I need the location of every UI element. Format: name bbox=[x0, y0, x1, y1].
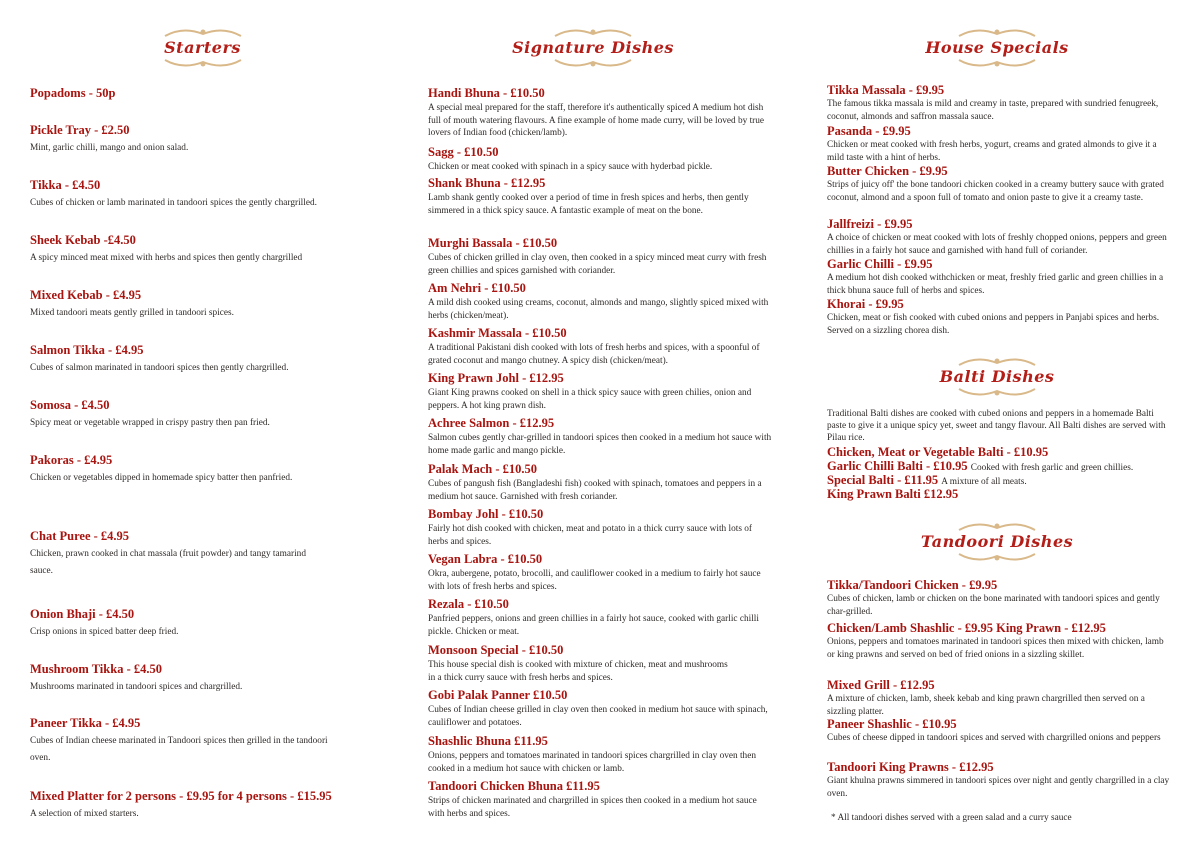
menu-item bbox=[827, 83, 1172, 123]
menu-item bbox=[428, 281, 773, 322]
menu-item bbox=[30, 529, 320, 580]
menu-item bbox=[30, 789, 410, 821]
menu-item bbox=[30, 662, 385, 694]
menu-item bbox=[827, 678, 1172, 718]
house-heading bbox=[922, 18, 1072, 78]
item-name: Rezala - £10.50 bbox=[428, 597, 509, 611]
item-name: Garlic Chilli Balti - £10.95 bbox=[827, 459, 968, 473]
menu-item bbox=[30, 233, 385, 265]
item-name: Am Nehri - £10.50 bbox=[428, 281, 526, 295]
menu-item bbox=[30, 86, 385, 101]
menu-item bbox=[428, 643, 728, 684]
item-name: Monsoon Special - £10.50 bbox=[428, 643, 564, 657]
item-name: Paneer Shashlic - £10.95 bbox=[827, 717, 957, 731]
item-name: Special Balti - £11.95 bbox=[827, 473, 939, 487]
item-name: Khorai - £9.95 bbox=[827, 297, 904, 311]
menu-item bbox=[827, 717, 1172, 745]
flourish-ornament-icon bbox=[957, 522, 1037, 532]
flourish-ornament-icon bbox=[957, 552, 1037, 562]
item-description: This house special dish is cooked with mixture of chicken, meat and mushrooms in a thick curry sauce with fresh herbs and spices. bbox=[428, 660, 728, 683]
item-description: Giant khulna prawns simmered in tandoori spices over night and gently chargrilled in a clay oven. bbox=[827, 776, 1170, 799]
item-name: Pickle Tray - £2.50 bbox=[30, 123, 130, 137]
item-description: Cubes of Indian cheese marinated in Tandoori spices then grilled in the tandoori oven. bbox=[30, 736, 328, 763]
signature-heading bbox=[508, 18, 678, 78]
item-description: Chicken or meat cooked with fresh herbs, yogurt, creams and grated almonds to give it a mild taste with a hint of herbs. bbox=[827, 140, 1157, 163]
item-name: Shashlic Bhuna £11.95 bbox=[428, 734, 548, 748]
item-name: Garlic Chilli - £9.95 bbox=[827, 257, 933, 271]
item-name: Pasanda - £9.95 bbox=[827, 124, 911, 138]
menu-item bbox=[30, 716, 345, 767]
menu-item bbox=[428, 779, 773, 820]
item-description: A spicy minced meat mixed with herbs and spices then gently chargrilled bbox=[30, 253, 303, 263]
menu-item bbox=[428, 552, 773, 593]
item-description: A selection of mixed starters. bbox=[30, 809, 139, 819]
menu-item bbox=[30, 123, 385, 155]
item-name: Mixed Grill - £12.95 bbox=[827, 678, 935, 692]
item-description: Salmon cubes gently char-grilled in tandoori spices then cooked in a medium hot sauce with home made garlic and mango pickle. bbox=[428, 433, 772, 456]
item-name: King Prawn Johl - £12.95 bbox=[428, 371, 564, 385]
item-description: Lamb shank gently cooked over a period of time in fresh spices and herbs, then gently simmered in a thick spicy sauce. A fantastic example of meat on the bone. bbox=[428, 193, 749, 216]
item-name: Mixed Kebab - £4.95 bbox=[30, 288, 142, 302]
menu-item bbox=[827, 164, 1172, 204]
item-name: Sheek Kebab -£4.50 bbox=[30, 233, 136, 247]
item-name: Shank Bhuna - £12.95 bbox=[428, 176, 546, 190]
menu-item bbox=[428, 145, 773, 174]
item-name: Tandoori Chicken Bhuna £11.95 bbox=[428, 779, 600, 793]
item-name: Butter Chicken - £9.95 bbox=[827, 164, 948, 178]
item-description: Cubes of salmon marinated in tandoori spices then gently chargrilled. bbox=[30, 363, 289, 373]
flourish-ornament-icon bbox=[163, 58, 243, 68]
item-name: Tikka - £4.50 bbox=[30, 178, 101, 192]
menu-item bbox=[827, 217, 1177, 257]
item-description: A traditional Pakistani dish cooked with lots of fresh herbs and spices, with a spoonful of grated coconut and mango chutney. A spicy dish (chicken/meat). bbox=[428, 343, 760, 366]
starters-column bbox=[30, 0, 385, 848]
item-name: Tikka/Tandoori Chicken - £9.95 bbox=[827, 578, 998, 592]
item-description: Okra, aubergene, potato, brocolli, and cauliflower cooked in a medium to fairly hot sauce with lots of fresh herbs and spices. bbox=[428, 569, 761, 592]
item-description: Onions, peppers and tomatoes marinated in tandoori spices chargrilled in clay oven then cooked in a medium hot sauce with chicken or lamb. bbox=[428, 751, 756, 774]
item-description: Mixed tandoori meats gently grilled in tandoori spices. bbox=[30, 308, 234, 318]
item-description: A choice of chicken or meat cooked with lots of freshly chopped onions, peppers and green chillies in a fairly hot sauce and garnished with hand full of coriander. bbox=[827, 233, 1167, 256]
menu-item bbox=[428, 326, 773, 367]
menu-item bbox=[428, 462, 773, 503]
house-column bbox=[827, 0, 1177, 848]
menu-item bbox=[428, 176, 758, 217]
menu-item bbox=[827, 760, 1172, 800]
item-description: The famous tikka massala is mild and creamy in taste, prepared with sundried fenugreek, coconut, almonds and saffron massala sauce. bbox=[827, 99, 1159, 122]
item-note: Cooked with fresh garlic and green chillies. bbox=[970, 463, 1134, 473]
item-description: Cubes of chicken, lamb or chicken on the bone marinated with tandoori spices and gently char-grilled. bbox=[827, 594, 1160, 617]
menu-item bbox=[30, 343, 385, 375]
menu-item bbox=[428, 86, 773, 140]
menu-item bbox=[30, 453, 300, 487]
flourish-ornament-icon bbox=[163, 28, 243, 38]
menu-item bbox=[827, 297, 1172, 337]
item-name: Salmon Tikka - £4.95 bbox=[30, 343, 144, 357]
menu-item bbox=[428, 734, 773, 775]
item-description: Chicken or meat cooked with spinach in a spicy sauce with hyderbad pickle. bbox=[428, 162, 713, 172]
menu-item bbox=[30, 178, 385, 210]
item-name: Gobi Palak Panner £10.50 bbox=[428, 688, 568, 702]
item-name: Popadoms - 50p bbox=[30, 86, 116, 100]
section-title: Balti Dishes bbox=[939, 367, 1055, 386]
item-name: Tikka Massala - £9.95 bbox=[827, 83, 945, 97]
flourish-ornament-icon bbox=[957, 28, 1037, 38]
item-name: Somosa - £4.50 bbox=[30, 398, 110, 412]
item-name: Chat Puree - £4.95 bbox=[30, 529, 130, 543]
item-description: Cubes of cheese dipped in tandoori spices and served with chargrilled onions and peppers bbox=[827, 733, 1161, 743]
item-description: Cubes of chicken grilled in clay oven, then cooked in a spicy minced meat curry with fresh green chillies and spices garnished with coriander. bbox=[428, 253, 767, 276]
menu-item bbox=[827, 621, 1172, 661]
item-name: Chicken, Meat or Vegetable Balti - £10.95 bbox=[827, 445, 1049, 459]
balti-heading bbox=[927, 347, 1067, 407]
item-description: Mushrooms marinated in tandoori spices and chargrilled. bbox=[30, 682, 243, 692]
item-name: Kashmir Massala - £10.50 bbox=[428, 326, 567, 340]
item-name: Achree Salmon - £12.95 bbox=[428, 416, 555, 430]
item-description: A mild dish cooked using creams, coconut, almonds and mango, slightly spiced mixed with herbs (chicken/meat). bbox=[428, 298, 769, 321]
menu-item bbox=[827, 487, 1177, 502]
balti-intro: Traditional Balti dishes are cooked with cubed onions and peppers in a homemade Balti paste to give it a unique spicy yet, sweet and tangy flavour. All Balti dishes are served with Pilau rice. bbox=[827, 409, 1166, 443]
menu-item bbox=[428, 236, 773, 277]
item-description: Cubes of chicken or lamb marinated in tandoori spices the gently chargrilled. bbox=[30, 198, 317, 208]
menu-item bbox=[827, 124, 1172, 164]
item-description: Panfried peppers, onions and green chillies in a fairly hot sauce, cooked with garlic chilli pickle. Chicken or meat. bbox=[428, 614, 759, 637]
item-description: Cubes of pangush fish (Bangladeshi fish) cooked with spinach, tomatoes and peppers in a medium hot sauce. Garnished with fresh coriander. bbox=[428, 479, 762, 502]
flourish-ornament-icon bbox=[957, 58, 1037, 68]
section-title: House Specials bbox=[925, 38, 1069, 57]
item-description: Chicken, prawn cooked in chat massala (fruit powder) and tangy tamarind sauce. bbox=[30, 549, 306, 576]
menu-item bbox=[428, 507, 773, 548]
menu-item bbox=[428, 371, 773, 412]
item-name: Handi Bhuna - £10.50 bbox=[428, 86, 545, 100]
item-description: Chicken, meat or fish cooked with cubed onions and peppers in Panjabi spices and herbs. Served on a sizzling chorea dish. bbox=[827, 313, 1160, 336]
menu-item bbox=[827, 257, 1172, 297]
section-title: Starters bbox=[164, 38, 241, 57]
menu-item bbox=[30, 398, 385, 430]
item-description: Giant King prawns cooked on shell in a thick spicy sauce with green chilies, onion and peppers. A hot king prawn dish. bbox=[428, 388, 752, 411]
item-description: A mixture of chicken, lamb, sheek kebab and king prawn chargrilled then served on a sizzling platter. bbox=[827, 694, 1145, 717]
item-name: Pakoras - £4.95 bbox=[30, 453, 113, 467]
menu-item bbox=[30, 288, 385, 320]
item-description: Chicken or vegetables dipped in homemade spicy batter then panfried. bbox=[30, 473, 293, 483]
tandoori-heading bbox=[917, 512, 1077, 572]
item-description: A special meal prepared for the staff, therefore it's authentically spiced A medium hot dish full of mouth watering flavours. A fine example of home made curry, will be loved by true lovers of Indian food (chicken/lamb). bbox=[428, 103, 765, 138]
flourish-ornament-icon bbox=[957, 387, 1037, 397]
item-description: Strips of chicken marinated and chargrilled in spices then cooked in a medium hot sauce with herbs and spices. bbox=[428, 796, 757, 819]
item-name: Jallfreizi - £9.95 bbox=[827, 217, 913, 231]
item-name: Bombay Johl - £10.50 bbox=[428, 507, 544, 521]
item-description: Cubes of Indian cheese grilled in clay oven then cooked in medium hot sauce with spinach, cauliflower and potatoes. bbox=[428, 705, 768, 728]
item-description: Fairly hot dish cooked with chicken, meat and potato in a thick curry sauce with lots of herbs and spices. bbox=[428, 524, 753, 547]
item-name: Paneer Tikka - £4.95 bbox=[30, 716, 141, 730]
signature-column bbox=[428, 0, 773, 848]
item-name: Vegan Labra - £10.50 bbox=[428, 552, 543, 566]
starters-heading bbox=[150, 18, 255, 78]
menu-item bbox=[827, 445, 1177, 460]
menu-item bbox=[428, 416, 773, 457]
tandoori-footnote: * All tandoori dishes served with a green salad and a curry sauce bbox=[831, 813, 1072, 823]
item-name: Tandoori King Prawns - £12.95 bbox=[827, 760, 994, 774]
item-description: Crisp onions in spiced batter deep fried. bbox=[30, 627, 179, 637]
item-name: Sagg - £10.50 bbox=[428, 145, 499, 159]
item-name: Onion Bhaji - £4.50 bbox=[30, 607, 135, 621]
flourish-ornament-icon bbox=[553, 58, 633, 68]
section-title: Tandoori Dishes bbox=[920, 532, 1074, 551]
item-note: A mixture of all meats. bbox=[941, 477, 1027, 487]
item-description: Mint, garlic chilli, mango and onion salad. bbox=[30, 143, 189, 153]
item-name: Mixed Platter for 2 persons - £9.95 for 4 persons - £15.95 bbox=[30, 789, 332, 803]
flourish-ornament-icon bbox=[553, 28, 633, 38]
item-name: Mushroom Tikka - £4.50 bbox=[30, 662, 162, 676]
item-name: Palak Mach - £10.50 bbox=[428, 462, 538, 476]
section-title: Signature Dishes bbox=[512, 38, 674, 57]
menu-item bbox=[428, 688, 773, 729]
flourish-ornament-icon bbox=[957, 357, 1037, 367]
item-description: Onions, peppers and tomatoes marinated in tandoori spices then mixed with chicken, lamb or king prawns and served on bed of fried onions in a sizzling skillet. bbox=[827, 637, 1164, 660]
item-description: Strips of juicy off' the bone tandoori chicken cooked in a creamy buttery sauce with grated coconut, almond and a spoon full of tomato and onion paste to give it a creamy taste. bbox=[827, 180, 1164, 203]
menu-item bbox=[30, 607, 385, 639]
item-description: A medium hot dish cooked withchicken or meat, freshly fried garlic and green chillies in a thick bhuna sauce full of herbs and spices. bbox=[827, 273, 1164, 296]
menu-item bbox=[428, 597, 773, 638]
item-name: Chicken/Lamb Shashlic - £9.95 King Prawn - £12.95 bbox=[827, 621, 1106, 635]
item-name: King Prawn Balti £12.95 bbox=[827, 487, 959, 501]
item-name: Murghi Bassala - £10.50 bbox=[428, 236, 558, 250]
item-description: Spicy meat or vegetable wrapped in crispy pastry then pan fried. bbox=[30, 418, 270, 428]
menu-item bbox=[827, 578, 1172, 618]
